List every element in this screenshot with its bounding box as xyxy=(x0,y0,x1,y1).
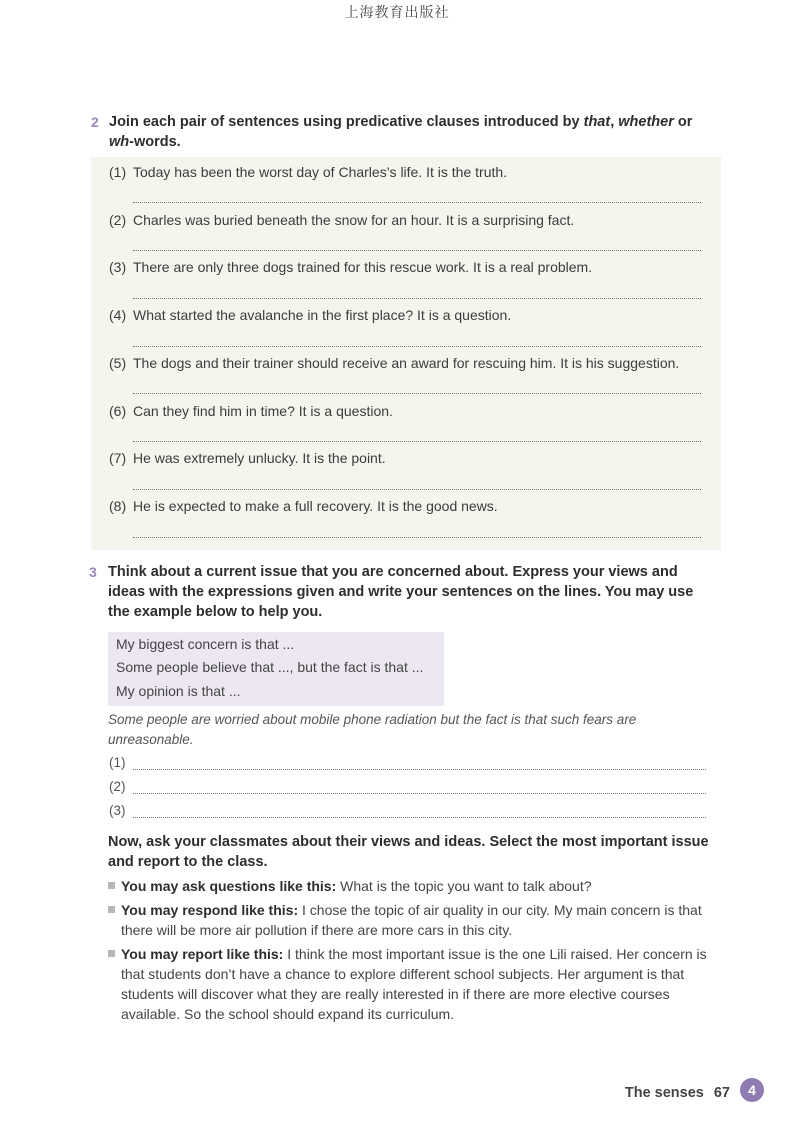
bullet-item: You may ask questions like this: What is the topic you want to talk about? xyxy=(121,878,592,894)
bullet-square-icon xyxy=(108,950,115,957)
expression-item: Some people believe that ..., but the fact is that ... xyxy=(116,659,424,675)
answer-label: (2) xyxy=(109,779,126,794)
exercise-2-title: Join each pair of sentences using predicative clauses introduced by that, whether or wh-words. xyxy=(109,114,693,150)
answer-line[interactable] xyxy=(133,202,701,203)
exercise-2-item: (5) The dogs and their trainer should receive an award for rescuing him. It is his suggestion. xyxy=(109,355,680,371)
answer-line[interactable] xyxy=(133,817,706,818)
exercise-3-number: 3 xyxy=(89,564,97,580)
page-footer xyxy=(625,1085,730,1101)
exercise-2-item: (7) He was extremely unlucky. It is the point. xyxy=(109,450,386,466)
answer-line[interactable] xyxy=(133,769,706,770)
exercise-2-item: (1) Today has been the worst day of Charles’s life. It is the truth. xyxy=(109,164,508,180)
exercise-2-number: 2 xyxy=(91,114,99,130)
exercise-2-item: (2) Charles was buried beneath the snow for an hour. It is a surprising fact. xyxy=(109,212,575,228)
answer-line[interactable] xyxy=(133,250,701,251)
publisher-header: 上海教育出版社 xyxy=(344,5,450,21)
exercise-2-item: (6) Can they find him in time? It is a question. xyxy=(109,403,393,419)
page-number: 67 xyxy=(713,1085,730,1101)
section-title: The senses xyxy=(624,1085,704,1101)
answer-line[interactable] xyxy=(133,537,701,538)
answer-line[interactable] xyxy=(133,346,701,347)
bullet-square-icon xyxy=(108,882,115,889)
answer-line[interactable] xyxy=(133,441,701,442)
unit-badge: 4 xyxy=(740,1078,764,1102)
exercise-3-title: Think about a current issue that you are concerned about. Express your views and ideas with the expressions given and write your sentences on the lines. You may use the example below to help you. xyxy=(108,564,694,620)
answer-label: (1) xyxy=(109,755,126,770)
expression-item: My biggest concern is that ... xyxy=(116,636,295,652)
answer-line[interactable] xyxy=(133,793,706,794)
bullet-item: You may respond like this: I chose the topic of air quality in our city. My main concern is that there will be more air pollution if there are more cars in this city. xyxy=(121,902,702,938)
bullet-square-icon xyxy=(108,906,115,913)
answer-line[interactable] xyxy=(133,393,701,394)
exercise-2-item: (8) He is expected to make a full recovery. It is the good news. xyxy=(109,498,498,514)
answer-label: (3) xyxy=(109,803,126,818)
exercise-2-item: (3) There are only three dogs trained for this rescue work. It is a real problem. xyxy=(109,259,593,275)
answer-line[interactable] xyxy=(133,489,701,490)
now-instruction: Now, ask your classmates about their views and ideas. Select the most important issue and report to the class. xyxy=(108,834,709,870)
bullet-item: You may report like this: I think the most important issue is the one Lili raised. Her concern is that students don’t have a chance to explore different school subjects. Her argument is that students will discover what they are really interested in if there are more elective courses available. So the school should expand its curriculum. xyxy=(121,946,707,1022)
example-sentence: Some people are worried about mobile phone radiation but the fact is that such fears are unreasonable. xyxy=(108,712,637,747)
answer-line[interactable] xyxy=(133,298,701,299)
expression-item: My opinion is that ... xyxy=(116,683,241,699)
exercise-2-item: (4) What started the avalanche in the first place? It is a question. xyxy=(109,307,512,323)
